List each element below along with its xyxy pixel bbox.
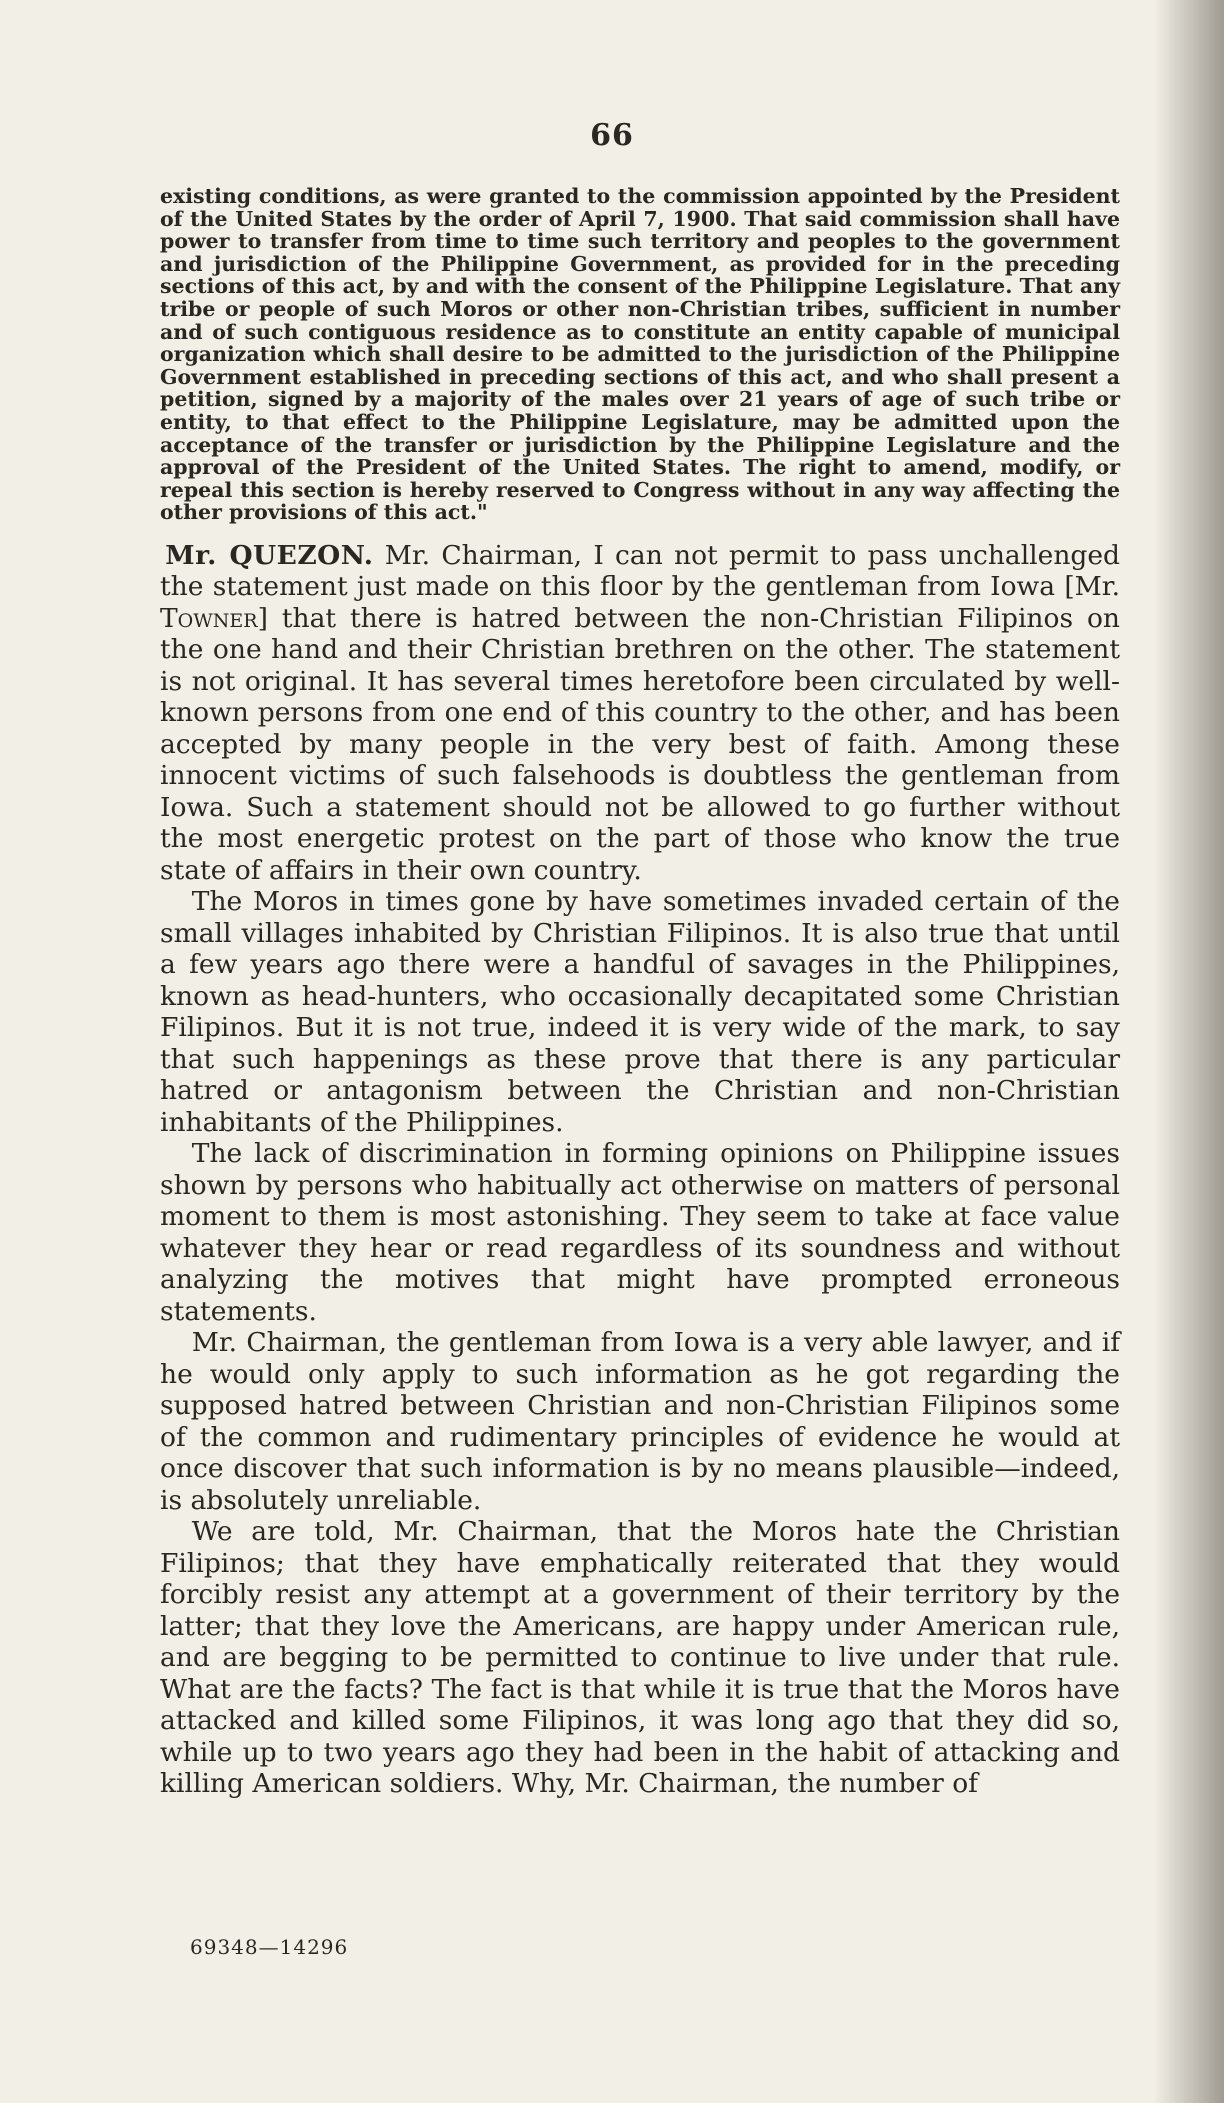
paragraph-quezon-opening (160, 540, 1120, 887)
paragraph-what-are-the-facts: We are told, Mr. Chairman, that the Moros hate the Christian Filipinos; that they have emphatically reiterated that they would forcibly resist any attempt at a government of their territory by the latter; that they love the Americans, are happy under American rule, and are begging to be permitted to continue to live under that rule. What are the facts? The fact is that while it is true that the Moros have attacked and killed some Filipinos, it was long ago that they did so, while up to two years ago they had been in the habit of attacking and killing American soldiers. Why, Mr. Chairman, the number of (160, 1516, 1120, 1800)
paragraph-moros-history: The Moros in times gone by have sometimes invaded certain of the small villages inhabited by Christian Filipinos. It is also true that until a few years ago there were a handful of savages in the Philippines, known as head-hunters, who occasionally decapitated some Christian Filipinos. But it is not true, indeed it is very wide of the mark, to say that such happenings as these prove that there is any particular hatred or antagonism between the Christian and non-Christian inhabitants of the Philippines. (160, 886, 1120, 1138)
paragraph-text: Mr. Chairman, I can not permit to pass unchallenged the statement just made on this floor by the gentleman from Iowa [Mr. (160, 539, 1121, 603)
page-body (160, 185, 1120, 1800)
print-job-code: 69348—14296 (190, 1935, 349, 1959)
paragraph-lack-of-discrimination: The lack of discrimination in forming opinions on Philippine issues shown by persons who habitually act otherwise on matters of personal moment to them is most astonishing. They seem to take at face value whatever they hear or read regardless of its soundness and without analyzing the motives that might have prompted erroneous statements. (160, 1138, 1120, 1327)
page-number: 66 (590, 118, 634, 153)
paragraph-text: ] that there is hatred between the non-Christian Filipinos on the one hand and their Christian brethren on the other. The statement is not original. It has several times heretofore been circulated by well-known persons from one end of this country to the other, and has been accepted by many people in the very best of faith. Among these innocent victims of such falsehoods is doubtless the gentleman from Iowa. Such a statement should not be allowed to go further without the most energetic protest on the part of those who know the true state of affairs in their own country. (160, 602, 1120, 886)
referenced-member-name: Towner (160, 602, 258, 634)
quoted-statute-text: existing conditions, as were granted to the commission appointed by the President of the United States by the order of April 7, 1900. That said commission shall have power to transfer from time to time such territory and peoples to the government and jurisdiction of the Philippine Government, as provided for in the preceding sections of this act, by and with the consent of the Philippine Legislature. That any tribe or people of such Moros or other non-Christian tribes, sufficient in number and of such contiguous residence as to constitute an entity capable of municipal organization which shall desire to be admitted to the jurisdiction of the Philippine Government established in preceding sections of this act, and who shall present a petition, signed by a majority of the males over 21 years of age of such tribe or entity, to that effect to the Philippine Legislature, may be admitted upon the acceptance of the transfer or jurisdiction by the Philippine Legislature and the approval of the President of the United States. The right to amend, modify, or repeal this section is hereby reserved to Congress without in any way affecting the other provisions of this act." (160, 184, 1120, 525)
speaker-name: Mr. QUEZON. (165, 539, 374, 571)
page-edge-shadow (1154, 0, 1224, 2103)
paragraph-gentleman-from-iowa: Mr. Chairman, the gentleman from Iowa is a very able lawyer, and if he would only apply to such information as he got regarding the supposed hatred between Christian and non-Christian Filipinos some of the common and rudimentary principles of evidence he would at once discover that such information is by no means plausible—indeed, is absolutely unreliable. (160, 1327, 1120, 1516)
